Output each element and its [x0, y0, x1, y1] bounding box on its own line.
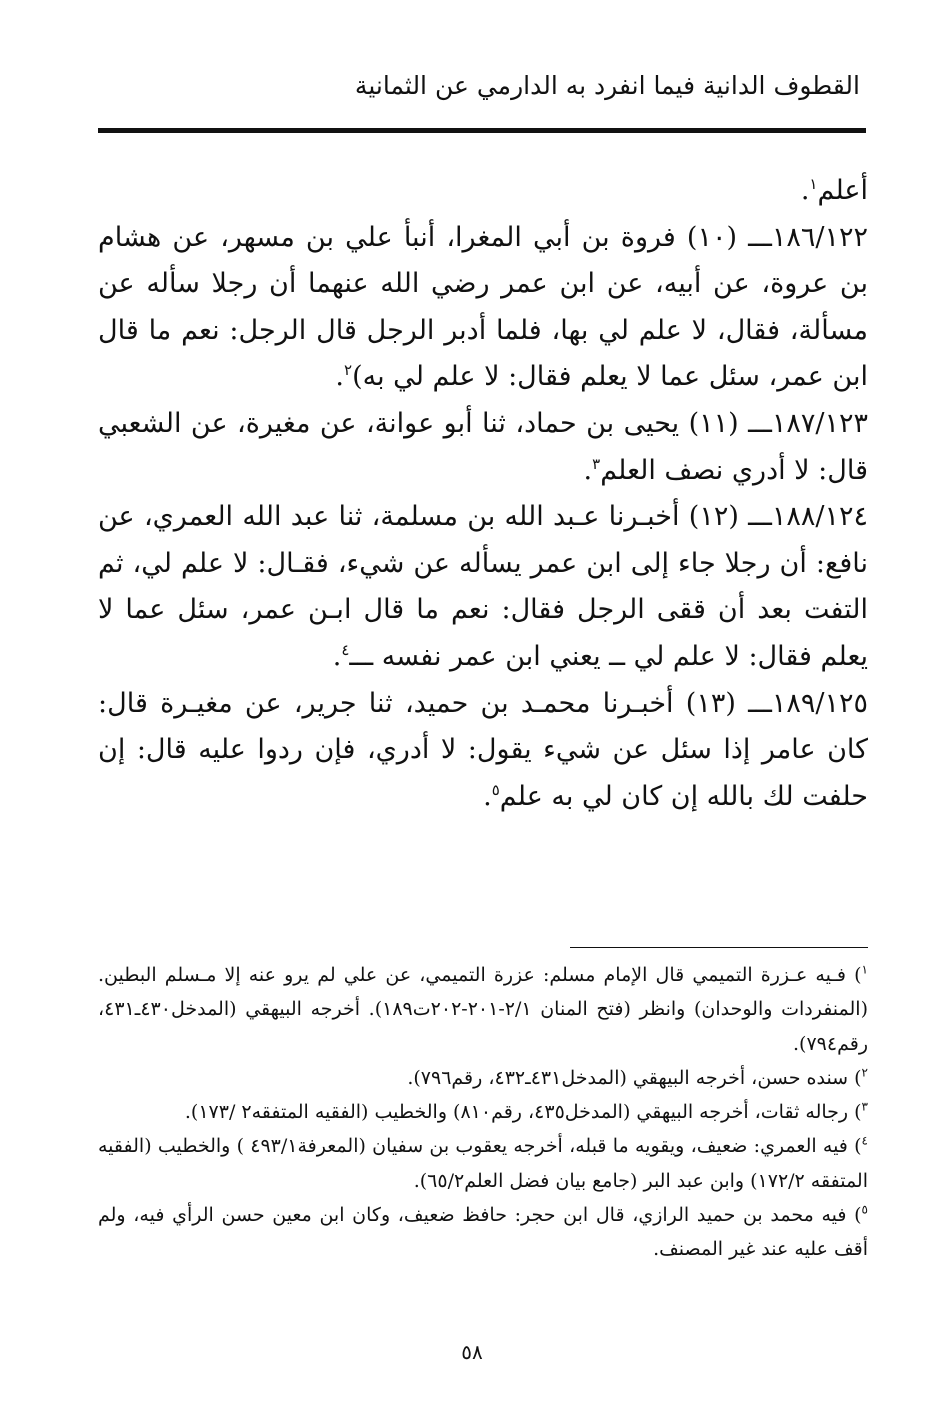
footnote-ref: ٤: [341, 640, 350, 659]
running-header: القطوف الدانية فيما انفرد به الدارمي عن الثمانية: [354, 71, 860, 100]
paragraph-text: ١٨٦/١٢٢ـــ (١٠) فروة بن أبي المغرا، أنبأ علي بن مسهر، عن هشام بن عروة، عن أبيه، عن ابن عمر رضي الله عنهما أن رجلا سأله عن مسألة، فقال، لا علم لي بها، فلما أدبر الرجل قال الرجل: نعم ما قال ابن عمر، سئل عما لا يعلم فقال: لا علم لي به): [98, 221, 868, 393]
footnote-number: ٥: [861, 1202, 868, 1217]
paragraph-tail: .: [483, 780, 492, 812]
footnote-number: ١: [861, 962, 868, 977]
footnote-text: ) سنده حسن، أخرجه البيهقي (المدخل٤٣١ـ٤٣٢، رقم٧٩٦).: [407, 1066, 862, 1089]
paragraph-tail: .: [335, 361, 345, 393]
footnote-number: ٤: [861, 1134, 868, 1149]
footnote-ref: ٥: [491, 780, 500, 799]
paragraph-tail: .: [800, 175, 810, 206]
paragraph-tail: .: [583, 454, 593, 486]
footnote-4: [98, 1129, 868, 1198]
footnote-text: ) فـيه عـزرة التميمي قال الإمام مسلم: عزرة التميمي، عن علي لم يرو عنه إلا مـسلم البطين. (المنفردات والوحدان) وانظر (فتح المنان ٢/١-٢٠١-٢٠٢ت١٨٩). أخرجه البيهقي (المدخل٤٣٠ـ٤٣١، رقم٧٩٤).: [98, 964, 868, 1055]
footnote-2: [98, 1061, 868, 1095]
paragraph-intro: [98, 168, 868, 215]
hadith-188: [98, 494, 868, 680]
footnote-3: [98, 1095, 868, 1129]
footnotes: [98, 958, 868, 1267]
footnote-text: ) فيه محمد بن حميد الرازي، قال ابن حجر: حافظ ضعيف، وكان ابن معين حسن الرأي فيه، ولم أقف عليه عند غير المصنف.: [98, 1204, 868, 1261]
paragraph-text: ١٨٧/١٢٣ـــ (١١) يحيى بن حماد، ثنا أبو عوانة، عن مغيرة، عن الشعبي قال: لا أدري نصف العلم: [98, 407, 868, 486]
paragraph-tail: .: [332, 640, 342, 672]
footnote-ref: ٢: [344, 361, 353, 380]
page-number: ٥٨: [461, 1340, 483, 1364]
main-text: [98, 168, 868, 820]
footnote-text: ) فيه العمري: ضعيف، ويقويه ما قبله، أخرجه يعقوب بن سفيان (المعرفة٤٩٣/١ ) والخطيب (الفقيه المتفقه ١٧٢/٢) وابن عبد البر (جامع بيان فضل العلم٦٥/٢).: [98, 1135, 868, 1192]
footnote-ref: ٣: [592, 454, 601, 473]
footnote-number: ٣: [861, 1099, 868, 1114]
paragraph-text: ١٨٩/١٢٥ـــ (١٣) أخبـرنا محمـد بن حميد، ثنا جرير، عن مغيـرة قال: كان عامر إذا سئل عن شيء يقول: لا أدري، فإن ردوا عليه قال: إن حلفت لك بالله إن كان لي به علم: [98, 687, 868, 812]
hadith-187: [98, 401, 868, 494]
paragraph-text: ١٨٨/١٢٤ـــ (١٢) أخبـرنا عـبد الله بن مسلمة، ثنا عبد الله العمري، عن نافع: أن رجلا جاء إلى ابن عمر يسأله عن شيء، فقـال: لا علم لي، ثم التفت بعد أن ققى الرجل فقال: نعم ما قال ابـن عمر، سئل عما لا يعلم فقال: لا علم لي ــ يعني ابن عمر نفسه ـــ: [98, 501, 868, 672]
footnote-rule: [570, 947, 868, 948]
hadith-189: [98, 681, 868, 821]
footnote-text: ) رجاله ثقات، أخرجه البيهقي (المدخل٤٣٥، رقم٨١٠) والخطيب (الفقيه المتفقه٢ /١٧٣).: [184, 1101, 862, 1124]
paragraph-text: أعلم: [817, 175, 868, 206]
footnote-1: [98, 958, 868, 1061]
footnote-number: ٢: [861, 1065, 868, 1080]
header-rule: [98, 128, 866, 133]
footnote-5: [98, 1198, 868, 1267]
footnote-ref: ١: [809, 175, 818, 193]
hadith-186: [98, 215, 868, 401]
